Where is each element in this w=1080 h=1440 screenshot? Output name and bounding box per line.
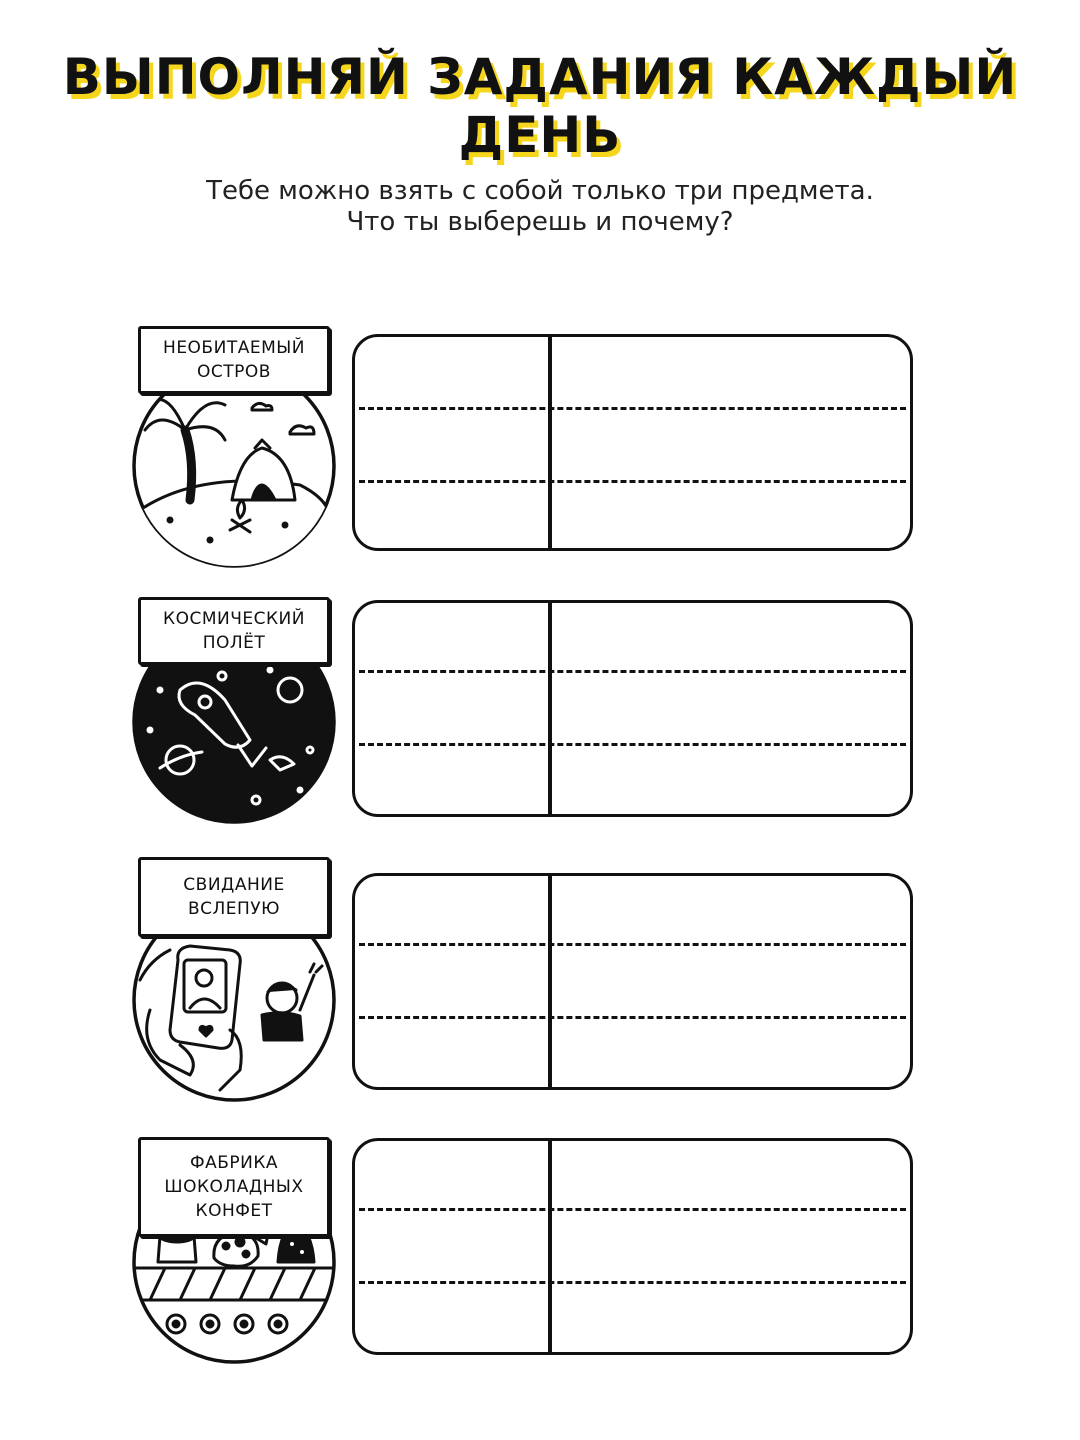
page-title: ВЫПОЛНЯЙ ЗАДАНИЯ КАЖДЫЙ ДЕНЬ xyxy=(62,48,1018,164)
scenario-label: СВИДАНИЕ ВСЛЕПУЮ xyxy=(138,857,330,937)
scenario-label: ФАБРИКА ШОКОЛАДНЫХ КОНФЕТ xyxy=(138,1137,330,1237)
instructions-line-2: Что ты выберешь и почему? xyxy=(346,207,734,237)
scenario-label: КОСМИЧЕСКИЙ ПОЛЁТ xyxy=(138,597,330,665)
instructions-line-1: Тебе можно взять с собой только три предмета. xyxy=(206,176,874,206)
scenario-label: НЕОБИТАЕМЫЙ ОСТРОВ xyxy=(138,326,330,394)
